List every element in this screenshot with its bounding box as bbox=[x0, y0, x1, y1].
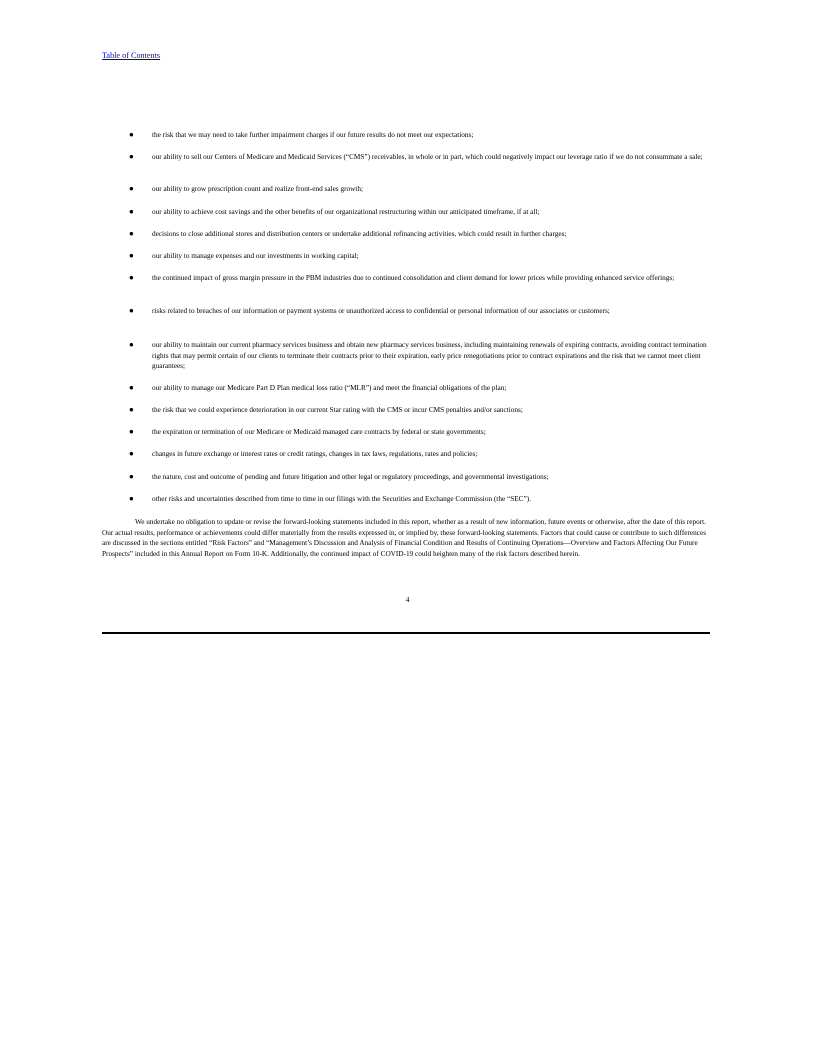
risk-text: our ability to sell our Centers of Medicare and Medicaid Services (“CMS”) receivables, in whole or in part, which could negatively impact our leverage ratio if we do not consummate a sale; bbox=[152, 153, 703, 161]
risk-text: the nature, cost and outcome of pending and future litigation and other legal or regulatory proceedings, and governmental investigations; bbox=[152, 473, 549, 481]
risk-text: decisions to close additional stores and distribution centers or undertake additional refinancing activities, which could result in further charges; bbox=[152, 230, 567, 238]
risk-text: the continued impact of gross margin pressure in the PBM industries due to continued consolidation and client demand for lower prices while providing enhanced service offerings; bbox=[152, 274, 675, 282]
forward-looking-disclaimer: We undertake no obligation to update or revise the forward-looking statements included in this report, whether as a result of new information, future events or otherwise, after the date of this report. Our actual results, performance or achievements could differ materially from the results expressed in, or implied by, these forward-looking statements. Factors that could cause or contribute to such differences are discussed in the sections entitled “Risk Factors” and “Management’s Discussion and Analysis of Financial Condition and Results of Continuing Operations—Overview and Factors Affecting Our Future Prospects” included in this Annual Report on Form 10-K. Additionally, the continued impact of COVID-19 could heighten many of the risk factors described herein. bbox=[102, 518, 707, 558]
risk-text: risks related to breaches of our information or payment systems or unauthorized access to confidential or personal information of our associates or customers; bbox=[152, 307, 610, 315]
bullet-icon: ● bbox=[129, 251, 134, 260]
bullet-icon: ● bbox=[129, 184, 134, 193]
bullet-icon: ● bbox=[129, 427, 134, 436]
risk-text: our ability to manage expenses and our investments in working capital; bbox=[152, 252, 359, 260]
bullet-icon: ● bbox=[129, 494, 134, 503]
bullet-icon: ● bbox=[129, 306, 134, 315]
risk-text: our ability to achieve cost savings and the other benefits of our organizational restructuring within our anticipated timeframe, if at all; bbox=[152, 208, 540, 216]
bullet-icon: ● bbox=[129, 340, 134, 349]
bullet-icon: ● bbox=[129, 273, 134, 282]
page-number: 4 bbox=[405, 595, 410, 604]
bullet-icon: ● bbox=[129, 449, 134, 458]
table-of-contents-link[interactable]: Table of Contents bbox=[102, 51, 161, 60]
bullet-icon: ● bbox=[129, 472, 134, 481]
risk-text: our ability to manage our Medicare Part D Plan medical loss ratio (“MLR”) and meet the financial obligations of the plan; bbox=[152, 384, 507, 392]
risk-text: the risk that we could experience deterioration in our current Star rating with the CMS or incur CMS penalties and/or sanctions; bbox=[152, 406, 523, 414]
risk-text: the expiration or termination of our Medicare or Medicaid managed care contracts by federal or state governments; bbox=[152, 428, 486, 436]
page-divider bbox=[102, 632, 710, 634]
bullet-icon: ● bbox=[129, 130, 134, 139]
risk-text: other risks and uncertainties described from time to time in our filings with the Securities and Exchange Commission (the “SEC”). bbox=[152, 495, 531, 503]
bullet-icon: ● bbox=[129, 207, 134, 216]
bullet-icon: ● bbox=[129, 152, 134, 161]
bullet-icon: ● bbox=[129, 383, 134, 392]
risk-text: our ability to maintain our current pharmacy services business and obtain new pharmacy services business, including maintaining renewals of expiring contracts, avoiding contract termination rights that may permit certain of our clients to terminate their contracts prior to their expiration, early price renegotiations prior to contract expirations and the risk that we cannot meet client guarantees; bbox=[152, 341, 707, 370]
risk-text: the risk that we may need to take further impairment charges if our future results do not meet our expectations; bbox=[152, 131, 474, 139]
bullet-icon: ● bbox=[129, 229, 134, 238]
risk-text: our ability to grow prescription count and realize front-end sales growth; bbox=[152, 185, 363, 193]
bullet-icon: ● bbox=[129, 405, 134, 414]
risk-text: changes in future exchange or interest rates or credit ratings, changes in tax laws, regulations, rates and policies; bbox=[152, 450, 478, 458]
